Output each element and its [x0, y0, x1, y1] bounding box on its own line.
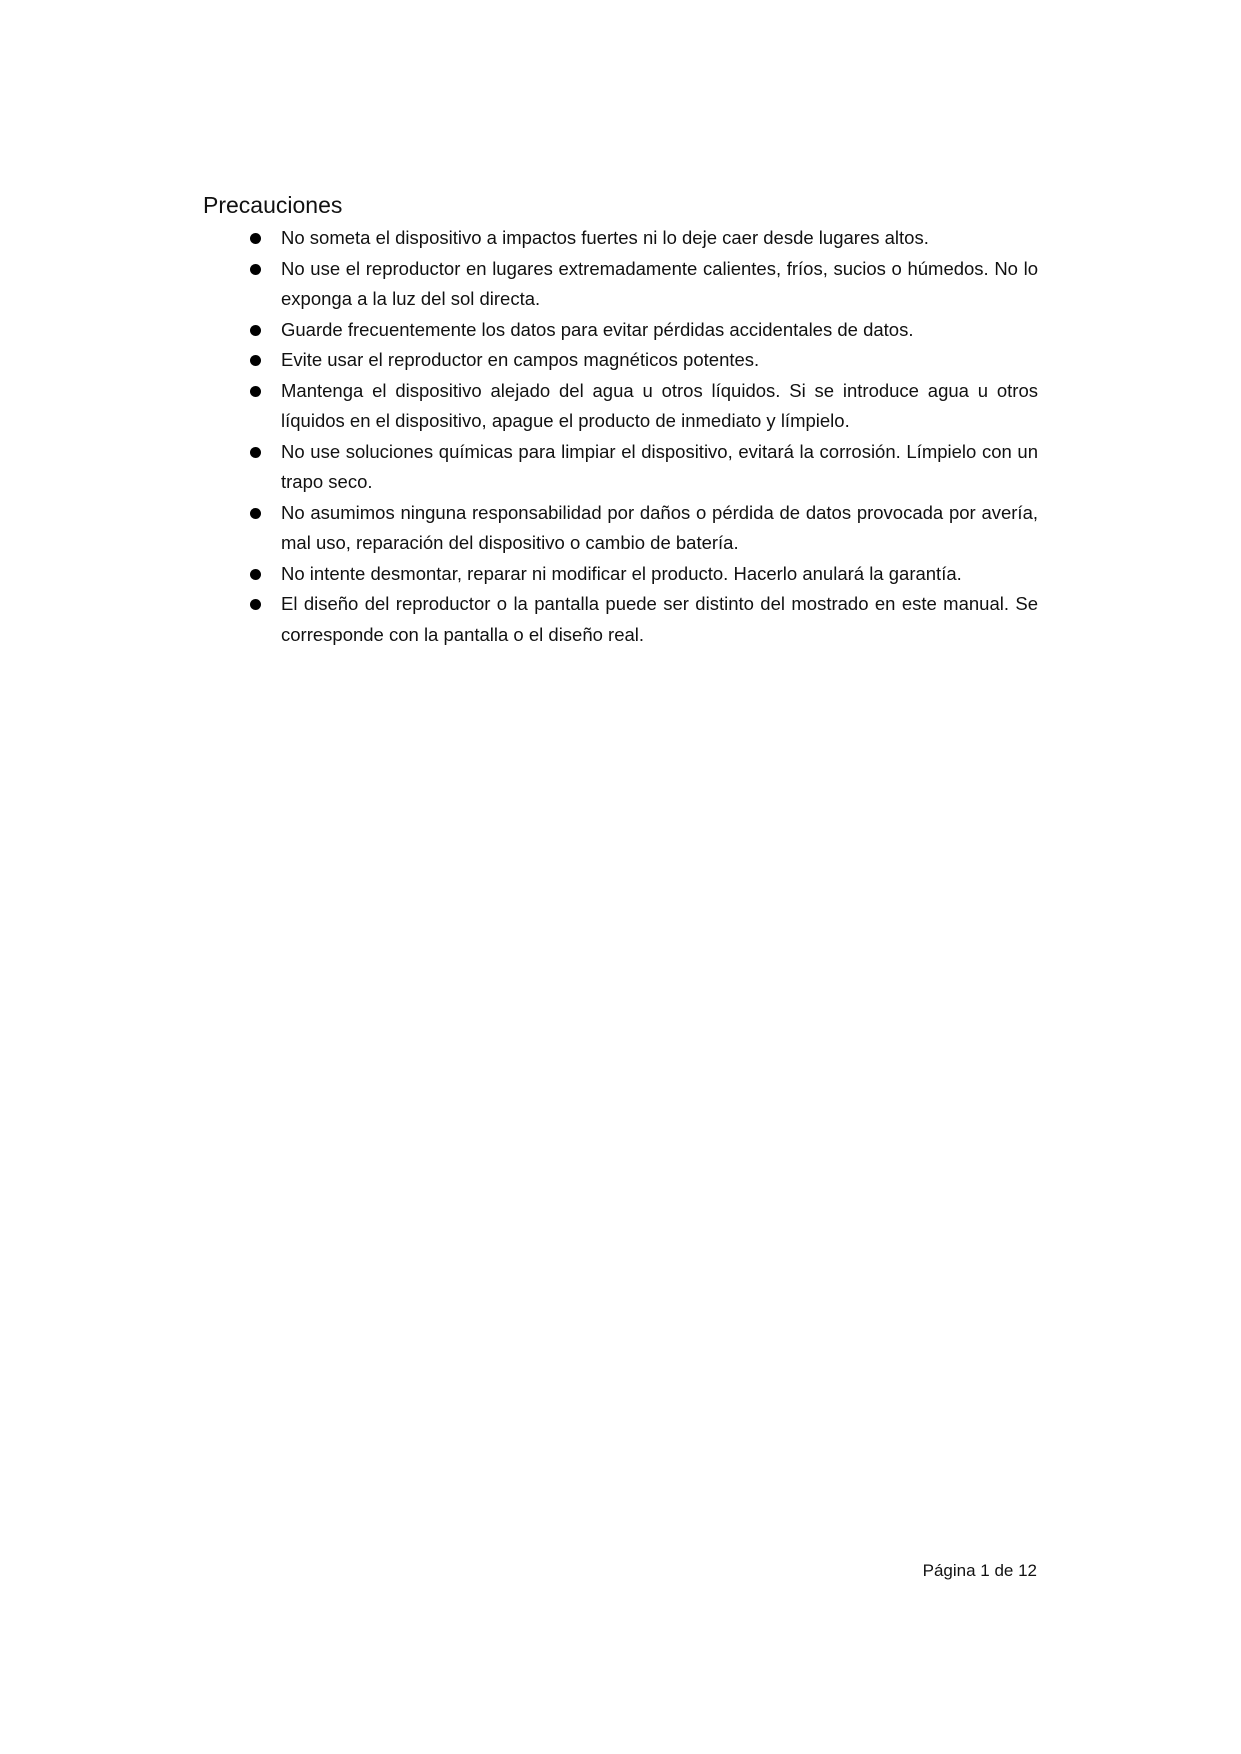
list-item	[250, 223, 1038, 254]
list-item-text: Evite usar el reproductor en campos magnéticos potentes.	[281, 349, 760, 370]
list-item-text: No someta el dispositivo a impactos fuertes ni lo deje caer desde lugares altos.	[281, 227, 929, 248]
list-item	[250, 345, 1038, 376]
bullet-icon	[250, 233, 261, 244]
bullet-icon	[250, 508, 261, 519]
list-item	[250, 315, 1038, 346]
list-item	[250, 589, 1038, 650]
list-item	[250, 559, 1038, 590]
section-heading: Precauciones	[203, 192, 343, 218]
list-item-text: No asumimos ninguna responsabilidad por daños o pérdida de datos provocada por avería, mal uso, reparación del dispositivo o cambio de batería.	[281, 501, 1038, 553]
list-item-text: El diseño del reproductor o la pantalla puede ser distinto del mostrado en este manual. Se corresponde con la pantalla o el diseño real.	[281, 593, 1038, 645]
list-item	[250, 376, 1038, 437]
bullet-icon	[250, 325, 261, 336]
precautions-list	[250, 223, 1038, 650]
bullet-icon	[250, 599, 261, 610]
list-item	[250, 498, 1038, 559]
list-item-text: Mantenga el dispositivo alejado del agua u otros líquidos. Si se introduce agua u otros líquidos en el dispositivo, apague el producto de inmediato y límpielo.	[281, 379, 1038, 431]
list-item-text: Guarde frecuentemente los datos para evitar pérdidas accidentales de datos.	[281, 318, 914, 340]
bullet-icon	[250, 447, 261, 458]
bullet-icon	[250, 386, 261, 397]
bullet-icon	[250, 355, 261, 366]
list-item	[250, 437, 1038, 498]
bullet-icon	[250, 569, 261, 580]
list-item-text: No use soluciones químicas para limpiar el dispositivo, evitará la corrosión. Límpielo con un trapo seco.	[281, 440, 1038, 492]
bullet-icon	[250, 264, 261, 275]
list-item	[250, 254, 1038, 315]
page-number: Página 1 de 12	[922, 1561, 1037, 1580]
list-item-text: No use el reproductor en lugares extremadamente calientes, fríos, sucios o húmedos. No lo exponga a la luz del sol directa.	[281, 257, 1038, 309]
list-item-text: No intente desmontar, reparar ni modificar el producto. Hacerlo anulará la garantía.	[281, 562, 962, 584]
